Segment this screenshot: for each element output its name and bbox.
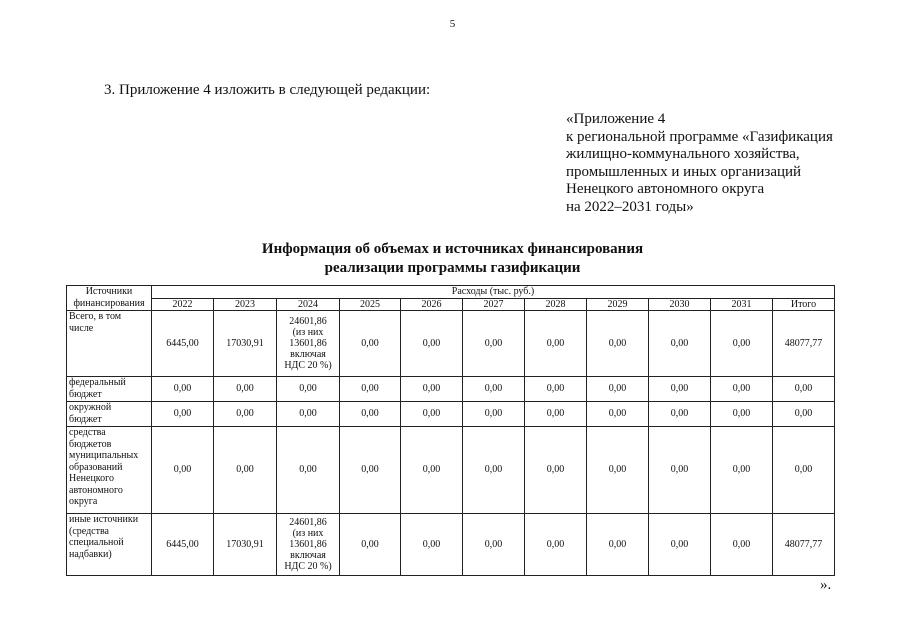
value-cell: 0,00 xyxy=(340,311,401,377)
value-cell: 6445,00 xyxy=(152,514,214,576)
year-header: 2024 xyxy=(277,298,340,311)
value-cell: 0,00 xyxy=(711,311,773,377)
source-line: Ненецкого xyxy=(69,473,115,484)
value-cell: 17030,91 xyxy=(214,311,277,377)
source-line: Всего, в том xyxy=(69,311,122,322)
value-cell: 0,00 xyxy=(340,402,401,427)
value-cell-2024 xyxy=(277,311,340,377)
source-line: автономного xyxy=(69,484,123,496)
table-row xyxy=(67,427,835,514)
value-cell: 0,00 xyxy=(649,377,711,402)
value-cell: 0,00 xyxy=(649,311,711,377)
source-line: федеральный xyxy=(69,377,126,388)
value-cell: 6445,00 xyxy=(152,311,214,377)
value-line: 13601,86 xyxy=(289,539,327,550)
value-line: НДС 20 %) xyxy=(284,360,332,371)
year-header: 2026 xyxy=(401,298,463,311)
year-header: 2027 xyxy=(463,298,525,311)
appendix-line: «Приложение 4 xyxy=(566,111,666,127)
value-cell: 17030,91 xyxy=(214,514,277,576)
appendix-line: к региональной программе «Газификация xyxy=(566,128,833,145)
source-line: окружной xyxy=(69,402,112,413)
value-cell: 0,00 xyxy=(277,427,340,514)
value-cell: 0,00 xyxy=(711,377,773,402)
value-cell: 0,00 xyxy=(525,402,587,427)
value-line: включая xyxy=(290,349,326,360)
value-cell: 0,00 xyxy=(401,514,463,576)
source-cell xyxy=(67,377,152,402)
source-line: образований xyxy=(69,461,123,473)
value-cell: 0,00 xyxy=(463,402,525,427)
value-cell: 0,00 xyxy=(463,427,525,514)
total-cell: 0,00 xyxy=(773,377,835,402)
source-cell xyxy=(67,402,152,427)
value-cell: 0,00 xyxy=(463,514,525,576)
value-cell: 0,00 xyxy=(587,427,649,514)
value-cell: 0,00 xyxy=(587,311,649,377)
value-cell: 0,00 xyxy=(711,427,773,514)
table-row xyxy=(67,402,835,427)
year-header: 2023 xyxy=(214,298,277,311)
value-cell: 0,00 xyxy=(214,377,277,402)
total-cell: 48077,77 xyxy=(773,311,835,377)
appendix-line: на 2022–2031 годы» xyxy=(566,198,694,215)
closing-mark: ». xyxy=(820,577,832,593)
value-cell: 0,00 xyxy=(463,377,525,402)
total-cell: 0,00 xyxy=(773,402,835,427)
year-header: 2029 xyxy=(587,298,649,311)
value-cell: 0,00 xyxy=(649,402,711,427)
value-cell: 0,00 xyxy=(587,377,649,402)
year-header: 2022 xyxy=(152,298,214,311)
value-cell: 0,00 xyxy=(152,402,214,427)
value-cell: 0,00 xyxy=(649,427,711,514)
table-title xyxy=(0,240,905,278)
value-cell-2024 xyxy=(277,514,340,576)
source-cell xyxy=(67,514,152,576)
value-line: (из них xyxy=(292,327,324,338)
value-cell: 0,00 xyxy=(401,402,463,427)
source-header xyxy=(67,286,152,311)
page-number: 5 xyxy=(449,18,456,30)
value-cell: 0,00 xyxy=(525,311,587,377)
source-cell xyxy=(67,311,152,377)
expenses-header: Расходы (тыс. руб.) xyxy=(152,286,835,299)
source-line: числе xyxy=(69,322,94,334)
appendix-line: Ненецкого автономного округа xyxy=(566,181,765,197)
source-line: иные источники xyxy=(69,514,139,525)
appendix-header xyxy=(566,111,896,216)
value-cell: 0,00 xyxy=(214,427,277,514)
value-cell: 0,00 xyxy=(277,402,340,427)
value-line: 24601,86 xyxy=(289,316,327,327)
financing-table xyxy=(66,285,835,576)
value-cell: 0,00 xyxy=(401,311,463,377)
value-cell: 0,00 xyxy=(340,427,401,514)
value-cell: 0,00 xyxy=(525,377,587,402)
source-line: округа xyxy=(69,496,98,507)
value-cell: 0,00 xyxy=(401,377,463,402)
value-line: НДС 20 %) xyxy=(284,561,332,572)
value-line: 24601,86 xyxy=(289,517,327,528)
source-line: (средства xyxy=(69,525,109,537)
year-header: 2031 xyxy=(711,298,773,311)
value-line: включая xyxy=(290,550,326,561)
source-header-line: финансирования xyxy=(73,297,145,309)
table-row xyxy=(67,514,835,576)
source-line: муниципальных xyxy=(69,450,139,461)
table-title-line: реализации программы газификации xyxy=(324,260,581,276)
total-cell: 48077,77 xyxy=(773,514,835,576)
table-header-row xyxy=(67,286,835,299)
value-cell: 0,00 xyxy=(587,514,649,576)
year-header: 2028 xyxy=(525,298,587,311)
value-cell: 0,00 xyxy=(277,377,340,402)
value-cell: 0,00 xyxy=(587,402,649,427)
source-line: бюджетов xyxy=(69,438,112,450)
value-cell: 0,00 xyxy=(711,402,773,427)
table-row xyxy=(67,311,835,377)
value-cell: 0,00 xyxy=(340,514,401,576)
value-cell: 0,00 xyxy=(711,514,773,576)
value-line: 13601,86 xyxy=(289,338,327,349)
value-cell: 0,00 xyxy=(649,514,711,576)
source-line: средства xyxy=(69,427,106,438)
value-cell: 0,00 xyxy=(525,514,587,576)
value-cell: 0,00 xyxy=(340,377,401,402)
value-cell: 0,00 xyxy=(525,427,587,514)
source-line: бюджет xyxy=(69,388,102,400)
years-header-row xyxy=(67,298,835,311)
appendix-line: жилищно-коммунального хозяйства, xyxy=(566,146,800,162)
source-line: надбавки) xyxy=(69,548,112,560)
appendix-line: промышленных и иных организаций xyxy=(566,163,802,180)
item-heading: 3. Приложение 4 изложить в следующей редакции: xyxy=(104,82,431,98)
source-cell xyxy=(67,427,152,514)
table-row xyxy=(67,377,835,402)
value-line: (из них xyxy=(292,528,324,539)
value-cell: 0,00 xyxy=(152,427,214,514)
table-body xyxy=(67,286,835,576)
table-title-line: Информация об объемах и источниках финансирования xyxy=(261,241,644,257)
source-line: специальной xyxy=(69,537,124,548)
value-cell: 0,00 xyxy=(463,311,525,377)
total-cell: 0,00 xyxy=(773,427,835,514)
year-header: 2025 xyxy=(340,298,401,311)
year-header: 2030 xyxy=(649,298,711,311)
value-cell: 0,00 xyxy=(152,377,214,402)
value-cell: 0,00 xyxy=(214,402,277,427)
source-header-line: Источники xyxy=(85,286,133,297)
total-header: Итого xyxy=(773,298,835,311)
value-cell: 0,00 xyxy=(401,427,463,514)
source-line: бюджет xyxy=(69,413,102,425)
